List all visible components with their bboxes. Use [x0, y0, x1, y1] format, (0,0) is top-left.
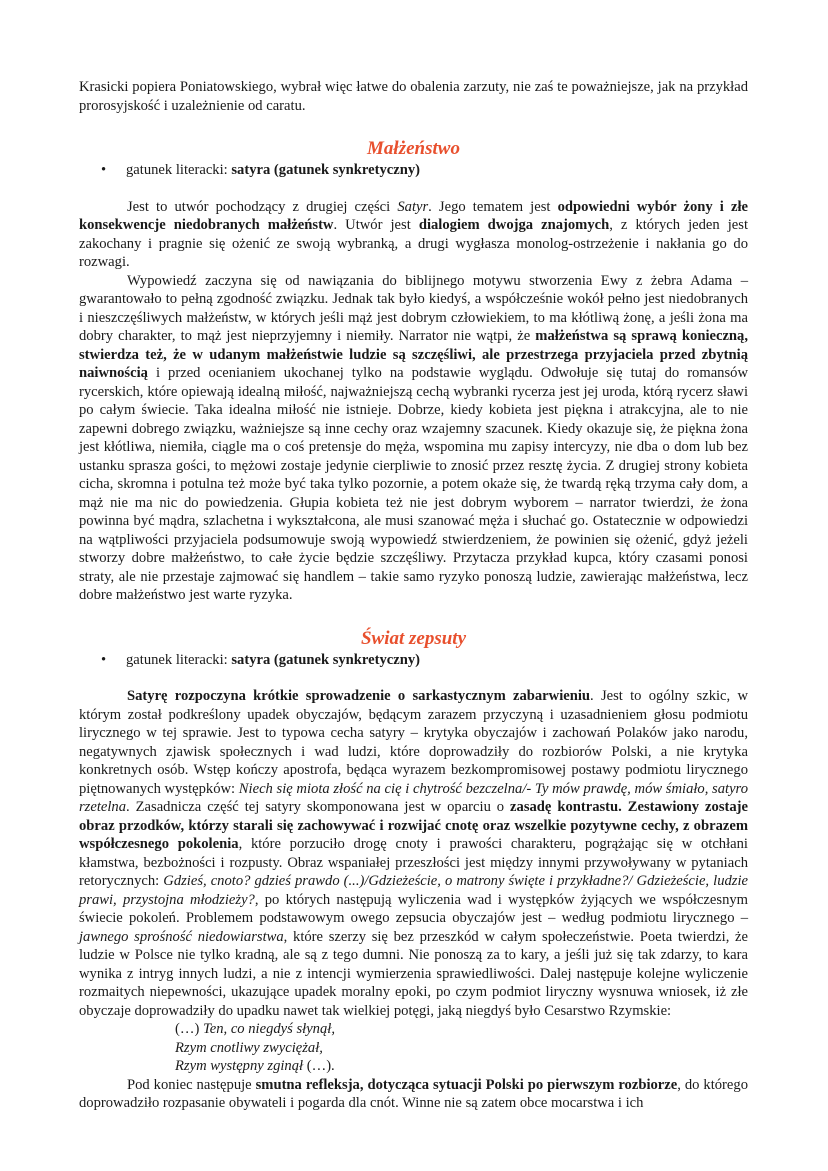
italic-run: Satyr [397, 198, 429, 215]
text-run: , po których następują wyliczenia wad i występków żyjących we współczesnym świecie pokoleń. Problemem podstawowym owego zepsucia obyczajów jest – według podmiotu lirycznego – [79, 891, 749, 926]
text-run: (…). [303, 1058, 335, 1074]
italic-run: Rzym występny zginął [175, 1058, 304, 1074]
text-run: (…) [175, 1021, 203, 1037]
section-heading-swiat-zepsuty: Świat zepsuty [360, 627, 467, 649]
genre-bullet-item [79, 651, 748, 670]
poem-quote [79, 1020, 748, 1076]
bullet-icon: • [101, 651, 107, 668]
text-run: . Utwór jest [333, 217, 419, 233]
text-run: i przed ocenianiem ukochanej tylko na podstawie wyglądu. Odwołuje się tutaj do romansów rycerskich, które opiewają idealną miłość, najważniejszą cechą wybranki rycerza jest jej uroda, którą rycerz sławi po całym świecie. Taka idealna miłość nie istnieje. Dobrze, kiedy kobieta jest piękna i atrakcyjna, ale to nie zapewni dobrego związku, ważniejsze są inne cechy oraz wzajemny szacunek. Kiedy okazuje się, że piękna żona jest kłótliwa, niemiła, ciągle ma o coś pretensje do męża, wspomina mu zapisy intercyzy, nie dba o dom lub bez ustanku sprasza gości, to mężowi zostaje jedynie cierpliwie to znosić przez resztę życia. Z drugiej strony kobieta cicha, skromna i potulna też może być taka tylko pozornie, a potem okaże się, że twardą ręką trzyma cały dom, a mąż nie ma nic do powiedzenia. Głupia kobieta też nie jest dobrym wyborem – narrator twierdzi, że żona powinna być mądra, szlachetna i wykształcona, ale musi szanować męża i słuchać go. Ostatecznie w odpowiedzi na wątpliwości przyjaciela podsumowuje swoją wypowiedź stwierdzeniem, że powinien się ożenić, gdyż jeżeli stworzy dobre małżeństwo, to całe życie będzie szczęśliwy. Przytacza przykład kupca, który czasami ponosi straty, ale nie przestaje zajmować się handlem – takie samo ryzyko ponoszą ludzie, zawierając małżeństwa, lecz dobre małżeństwo jest warte ryzyka. [79, 365, 748, 603]
section1-paragraph-1 [79, 198, 748, 272]
document-body [79, 78, 748, 1113]
text-run: , które szerzy się bez przeszkód w całym społeczeństwie. Poeta twierdzi, że ludzie w Polsce nie tylko kradną, ale są z tego dumni. Nie ponoszą za to kary, a jeśli już się tak zdarzy, to kara wynika z intryg innych ludzi, a nie z intencji wymierzenia sprawiedliwości. Dalej następuje kolejne wyliczenie rozmaitych niepewności, ukazujące upadek moralny epoki, po czym podmiot liryczny wysnuwa wniosek, iż złe obyczaje doprowadziły do upadku nawet tak wielkiej potęgi, jaką niegdyś było Cesarstwo Rzymskie: [79, 928, 749, 1019]
italic-run: Rzym cnotliwy zwyciężał, [175, 1039, 323, 1056]
section2-paragraph-2 [79, 1076, 748, 1113]
italic-run: Niech się miota złość na cię i chytrość bezczelna/- Ty mów prawdę, mów śmiało, satyro rzetelna [79, 780, 748, 815]
genre-label: gatunek literacki: [126, 651, 232, 668]
text-run: , które porzuciło drogę cnoty i prawości charakteru, pogrążając się w otchłani kłamstwa, bezbożności i rozpusty. Obraz wspaniałej przeszłości jest między innymi przywoływany w pytaniach retorycznych: [79, 836, 748, 889]
text-run: , do którego doprowadziło rozpasanie obywateli i pogarda dla cnót. Winne nie są zatem obce mocarstwa i ich [79, 1076, 748, 1111]
section-heading-malzenstwo: Małżeństwo [367, 138, 460, 159]
genre-bullet-item [79, 161, 748, 180]
quote-line-2 [175, 1039, 748, 1058]
text-run: . Jego tematem jest [428, 198, 558, 215]
italic-run: jawnego sprośność niedowiarstwa [79, 928, 284, 945]
bold-run: dialogiem dwojga znajomych [418, 217, 610, 233]
bold-run: zasadę kontrastu. Zestawiony zostaje obraz przodków, którzy starali się zachowywać i rozwijać cnotę oraz wszelkie pozytywne cechy, z obrazem współczesnego pokolenia [79, 799, 748, 852]
genre-label: gatunek literacki: [126, 162, 232, 178]
text-run: . Zasadnicza część tej satyry skomponowana jest w oparciu o [126, 799, 511, 815]
bold-run: Satyrę rozpoczyna krótkie sprowadzenie o sarkastycznym zabarwieniu [127, 688, 591, 704]
bold-run: odpowiedni wybór żony i złe konsekwencje niedobranych małżeństw [79, 198, 748, 233]
text-run: Wypowiedź zaczyna się od nawiązania do biblijnego motywu stworzenia Ewy z żebra Adama – gwarantowało to pełną zgodność związku. Jednak tak było kiedyś, a współcześnie wokół pełno jest niedobranych i nieszczęśliwych małżeństw, w których jeśli mąż jest dobrym człowiekiem, to ma kłótliwą żonę, a jeśli żona ma dobry charakter, to mąż jest nieprzyjemny i niemiły. Narrator nie wątpi, że [79, 272, 748, 344]
quote-line-3 [175, 1057, 748, 1076]
italic-run: Ten, co niegdyś słynął, [202, 1021, 335, 1037]
italic-run: Gdzieś, cnoto? gdzieś prawdo (...)/Gdzieżeście, o matrony święte i przykładne?/ Gdzieżeście, ludzie prawi, przystojna młodzieży? [79, 873, 748, 908]
bullet-icon: • [101, 162, 107, 178]
genre-value: satyra (gatunek synkretyczny) [231, 162, 420, 178]
text-run: , z których jeden jest zakochany i pragnie się ożenić ze swoją wybranką, a drugi wygłasza monolog-ostrzeżenie i nakłania go do rozwagi. [79, 217, 748, 270]
intro-paragraph: Krasicki popiera Poniatowskiego, wybrał więc łatwe do obalenia zarzuty, nie zaś te poważniejsze, jak na przykład prorosyjskość i uzależnienie od caratu. [79, 79, 748, 114]
text-run: . Jest to ogólny szkic, w którym został podkreślony upadek obyczajów, będącym zarazem przyczyną i uzasadnieniem głosu podmiotu lirycznego w tej sprawie. Jest to typowa cecha satyry – krytyka obyczajów i zachowań Polaków jako narodu, negatywnych zjawisk społecznych i wad ludzi, które doprowadziły do rozbiorów Polski, a nie krytyka konkretnych osób. Wstęp kończy apostrofa, będąca wyrazem bezkompromisowej postawy podmiotu lirycznego piętnowanych występków: [79, 688, 748, 797]
section2-paragraph-1 [79, 687, 748, 1020]
bold-run: smutna refleksja, dotycząca sytuacji Polski po pierwszym rozbiorze [255, 1076, 678, 1093]
bold-run: małżeństwa są sprawą konieczną, stwierdza też, że w udanym małżeństwie ludzie są szczęśliwi, ale przestrzega przyjaciela przed zbytnią naiwnością [79, 328, 748, 381]
section1-paragraph-2 [79, 272, 748, 605]
text-run: Pod koniec następuje [127, 1076, 256, 1093]
text-run: Jest to utwór pochodzący z drugiej części [127, 198, 398, 215]
genre-value: satyra (gatunek synkretyczny) [231, 651, 420, 668]
quote-line-1 [175, 1020, 748, 1039]
